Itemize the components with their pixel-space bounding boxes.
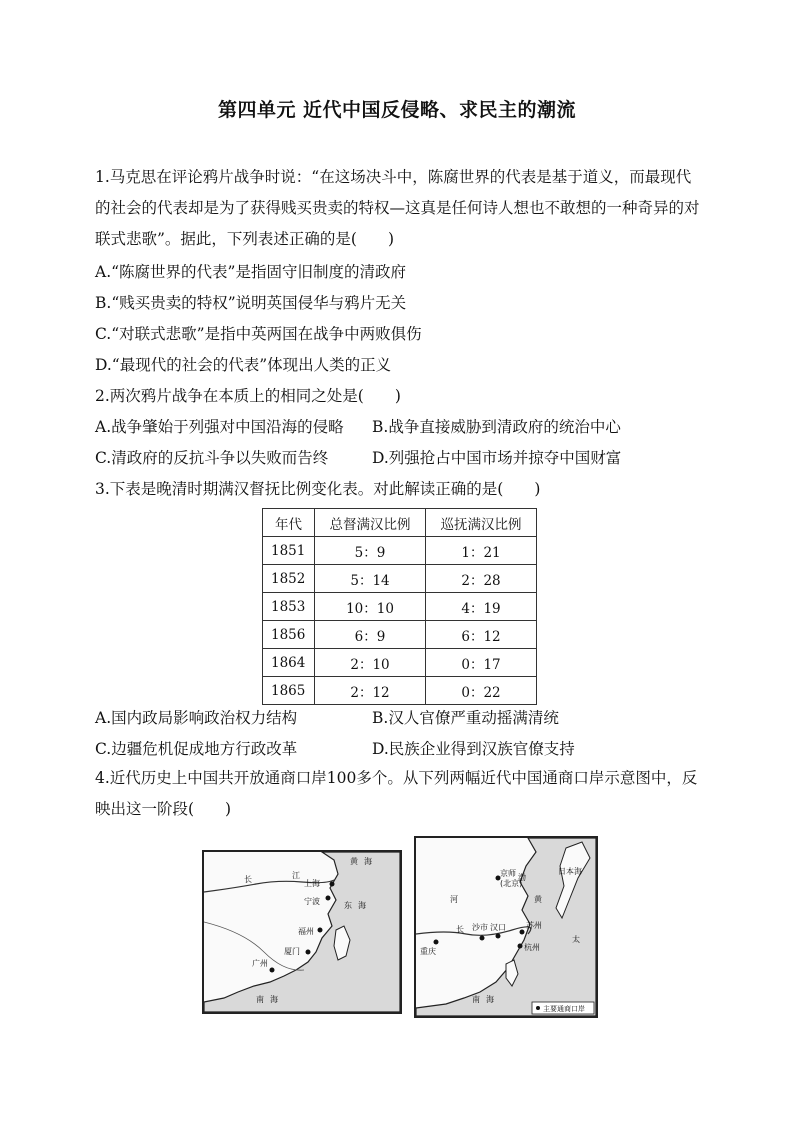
- q1-option-c: C.“对联式悲歌”是指中英两国在战争中两败俱伤: [95, 325, 422, 343]
- port-marker: [434, 940, 439, 945]
- table-cell-governor: 2：12: [315, 677, 426, 705]
- table-cell-year: 1852: [263, 565, 315, 593]
- table-cell-year: 1856: [263, 621, 315, 649]
- table-cell-governor: 5：9: [315, 537, 426, 565]
- q3-option-c: C.边疆危机促成地方行政改革: [95, 740, 298, 758]
- table-header-grand-coordinator: 巡抚满汉比例: [426, 509, 537, 537]
- table-row: [263, 565, 537, 593]
- table-cell-grand-coordinator: 0：22: [426, 677, 537, 705]
- map-label: 太: [572, 935, 580, 944]
- table-cell-year: 1851: [263, 537, 315, 565]
- map-label: 海: [486, 995, 494, 1004]
- map-label: 厦门: [284, 947, 300, 956]
- port-marker: [496, 934, 501, 939]
- table-row: [263, 649, 537, 677]
- table-cell-year: 1853: [263, 593, 315, 621]
- table-cell-year: 1865: [263, 677, 315, 705]
- table-cell-year: 1864: [263, 649, 315, 677]
- map-label: 重庆: [420, 947, 436, 956]
- table-row: [263, 621, 537, 649]
- table-header-row: [263, 509, 537, 537]
- question-1-stem: 1.马克思在评论鸦片战争时说：“在这场决斗中，陈腐世界的代表是基于道义，而最现代的社会的代表却是为了获得贱买贵卖的特权—这真是任何诗人想也不敢想的一种奇异的对联式悲歌”。据此，下列表述正确的是( ): [95, 168, 700, 248]
- port-marker: [480, 936, 485, 941]
- map-label: 海: [358, 901, 366, 910]
- map-label: 宁波: [304, 897, 320, 906]
- page-title: 第四单元 近代中国反侵略、求民主的潮流: [217, 99, 577, 121]
- question-3-stem: 3.下表是晚清时期满汉督抚比例变化表。对此解读正确的是( ): [95, 480, 541, 498]
- table-cell-grand-coordinator: 1：21: [426, 537, 537, 565]
- q3-option-d: D.民族企业得到汉族官僚支持: [372, 740, 575, 758]
- table-cell-governor: 2：10: [315, 649, 426, 677]
- map-label: 渤: [518, 873, 526, 882]
- map-label: 沙市: [472, 923, 488, 932]
- table-row: [263, 537, 537, 565]
- q2-option-d: D.列强抢占中国市场并掠夺中国财富: [372, 449, 622, 467]
- table-cell-grand-coordinator: 6：12: [426, 621, 537, 649]
- table-header-year: 年代: [263, 509, 315, 537]
- map-label: 日本海: [558, 867, 582, 876]
- q2-option-a: A.战争肇始于列强对中国沿海的侵略: [95, 418, 344, 436]
- q1-option-a: A.“陈腐世界的代表”是指固守旧制度的清政府: [95, 263, 406, 281]
- map-label: 黄: [350, 857, 358, 866]
- table-row: [263, 677, 537, 705]
- q3-option-a: A.国内政局影响政治权力结构: [95, 709, 298, 727]
- map-label: 黄: [534, 895, 542, 904]
- port-marker: [318, 928, 323, 933]
- map-label: 海: [364, 857, 372, 866]
- q1-option-d: D.“最现代的社会的代表”体现出人类的正义: [95, 356, 392, 374]
- treaty-ports-map-1: [202, 850, 402, 1014]
- map-label: 海: [270, 995, 278, 1004]
- table-row: [263, 593, 537, 621]
- map-label: 广州: [252, 959, 268, 968]
- port-marker: [520, 930, 525, 935]
- treaty-ports-map-2: [414, 836, 598, 1018]
- q2-option-c: C.清政府的反抗斗争以失败而告终: [95, 449, 329, 467]
- map-label: 河: [450, 895, 458, 904]
- table-cell-grand-coordinator: 2：28: [426, 565, 537, 593]
- map-label: 南: [256, 995, 264, 1004]
- question-4-stem: 4.近代历史上中国共开放通商口岸100多个。从下列两幅近代中国通商口岸示意图中，反映出这一阶段( ): [95, 769, 698, 818]
- map-legend-label: 主要通商口岸: [543, 1005, 585, 1013]
- map-label: 长: [244, 875, 252, 884]
- table-cell-governor: 6：9: [315, 621, 426, 649]
- table-cell-governor: 5：14: [315, 565, 426, 593]
- table-cell-grand-coordinator: 0：17: [426, 649, 537, 677]
- q2-option-b: B.战争直接威胁到清政府的统治中心: [372, 418, 621, 436]
- legend-port-icon: [536, 1006, 540, 1010]
- governor-ratio-table: [262, 508, 537, 705]
- port-marker: [330, 882, 335, 887]
- table-cell-grand-coordinator: 4：19: [426, 593, 537, 621]
- port-marker: [270, 968, 275, 973]
- table-cell-governor: 10：10: [315, 593, 426, 621]
- map-label: 京师: [500, 869, 516, 878]
- map-label: 杭州: [524, 943, 540, 952]
- question-2-stem: 2.两次鸦片战争在本质上的相同之处是( ): [95, 387, 401, 405]
- map-label: 江: [292, 871, 300, 880]
- q3-option-b: B.汉人官僚严重动摇满清统: [372, 709, 559, 727]
- map-label: 南: [472, 995, 480, 1004]
- port-marker: [306, 950, 311, 955]
- port-marker: [326, 896, 331, 901]
- map-label: 汉口: [490, 923, 506, 932]
- port-marker: [518, 944, 523, 949]
- map-label: 东: [344, 901, 352, 910]
- table-header-governor: 总督满汉比例: [315, 509, 426, 537]
- map-label: 福州: [298, 927, 314, 936]
- map-label: 上海: [304, 879, 320, 888]
- q1-option-b: B.“贱买贵卖的特权”说明英国侵华与鸦片无关: [95, 294, 407, 312]
- map-label: (北京): [500, 879, 523, 888]
- map-label: 长: [456, 925, 464, 934]
- map-label: 苏州: [526, 921, 542, 930]
